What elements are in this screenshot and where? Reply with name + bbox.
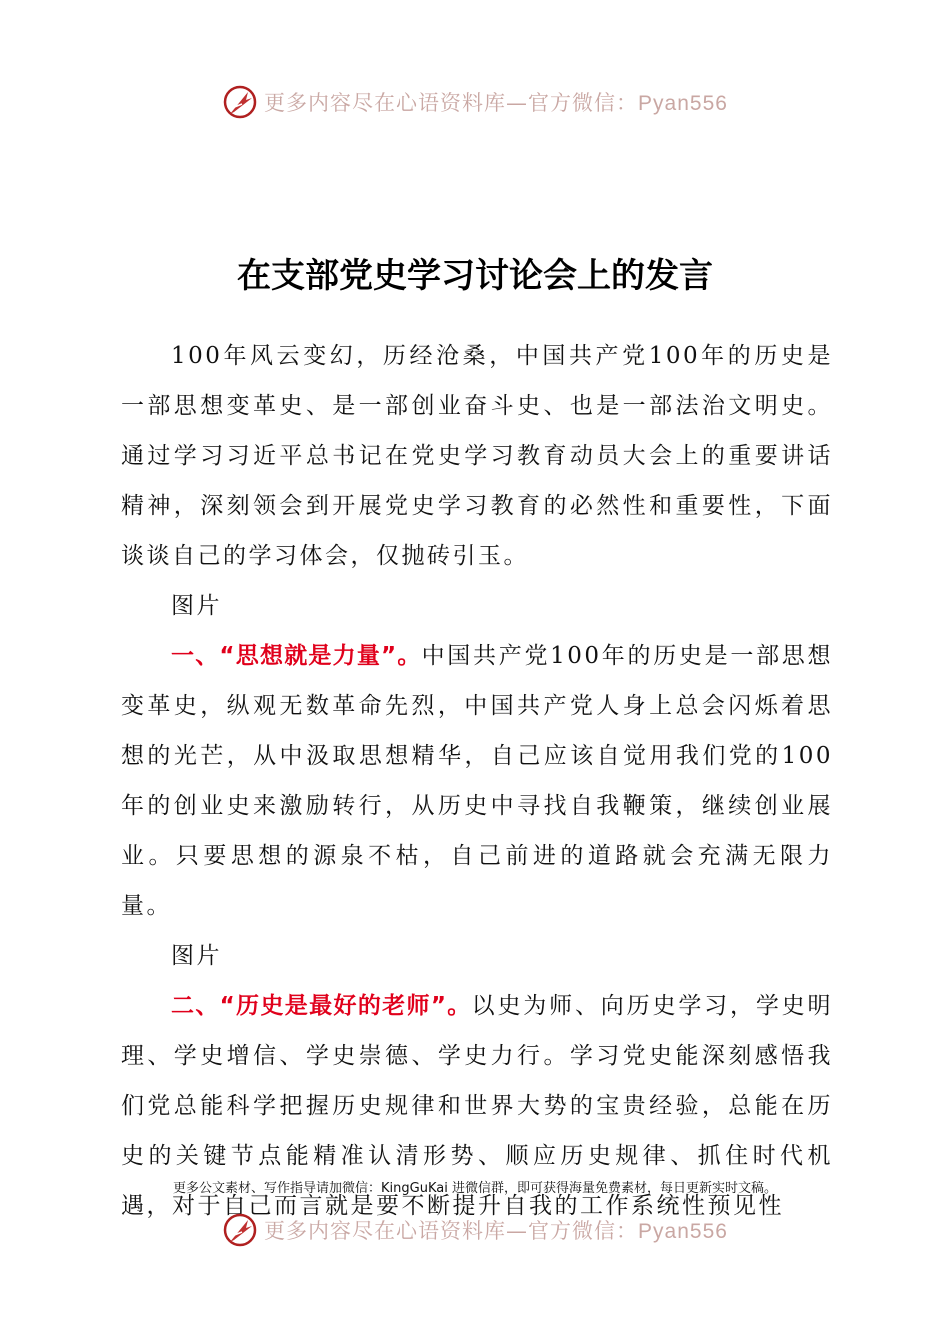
header-banner [0, 84, 950, 120]
section-1-paragraph [121, 631, 833, 931]
section-2-heading: 二、“历史是最好的老师”。 [171, 993, 472, 1019]
feather-pen-logo-icon [222, 84, 258, 120]
page-title: 在支部党史学习讨论会上的发言 [237, 256, 713, 296]
document-body [121, 331, 833, 1231]
section-1-text: 中国共产党100年的历史是一部思想变革史，纵观无数革命先烈，中国共产党人身上总会闪烁着思想的光芒，从中汲取思想精华，自己应该自觉用我们党的100年的创业史来激励转行，从历史中寻找自我鞭策，继续创业展业。只要思想的源泉不枯，自己前进的道路就会充满无限力量。 [121, 643, 833, 919]
image-placeholder-1: 图片 [171, 593, 222, 619]
feather-pen-logo-icon [222, 1212, 258, 1248]
image-placeholder-2: 图片 [171, 943, 222, 969]
footer-note: 更多公文素材、写作指导请加微信：KingGuKai 进微信群，即可获得海量免费素材，每日更新实时文稿。 [173, 1181, 777, 1196]
footer-banner [0, 1212, 950, 1248]
section-1-heading: 一、“思想就是力量”。 [171, 643, 422, 669]
section-2-text: 以史为师、向历史学习，学史明理、学史增信、学史崇德、学史力行。学习党史能深刻感悟我们党总能科学把握历史规律和世界大势的宝贵经验，总能在历史的关键节点能精准认清形势、顺应历史规律、抓住时代机遇，对于自己而言就是要不断提升自我的工作系统性预见性 [121, 993, 834, 1219]
banner-text: 更多内容尽在心语资料库—官方微信：Pyan556 [264, 1219, 728, 1243]
banner-text: 更多内容尽在心语资料库—官方微信：Pyan556 [264, 91, 728, 115]
intro-paragraph: 100年风云变幻，历经沧桑，中国共产党100年的历史是一部思想变革史、是一部创业奋斗史、也是一部法治文明史。通过学习习近平总书记在党史学习教育动员大会上的重要讲话精神，深刻领会到开展党史学习教育的必然性和重要性，下面谈谈自己的学习体会，仅抛砖引玉。 [121, 343, 833, 569]
